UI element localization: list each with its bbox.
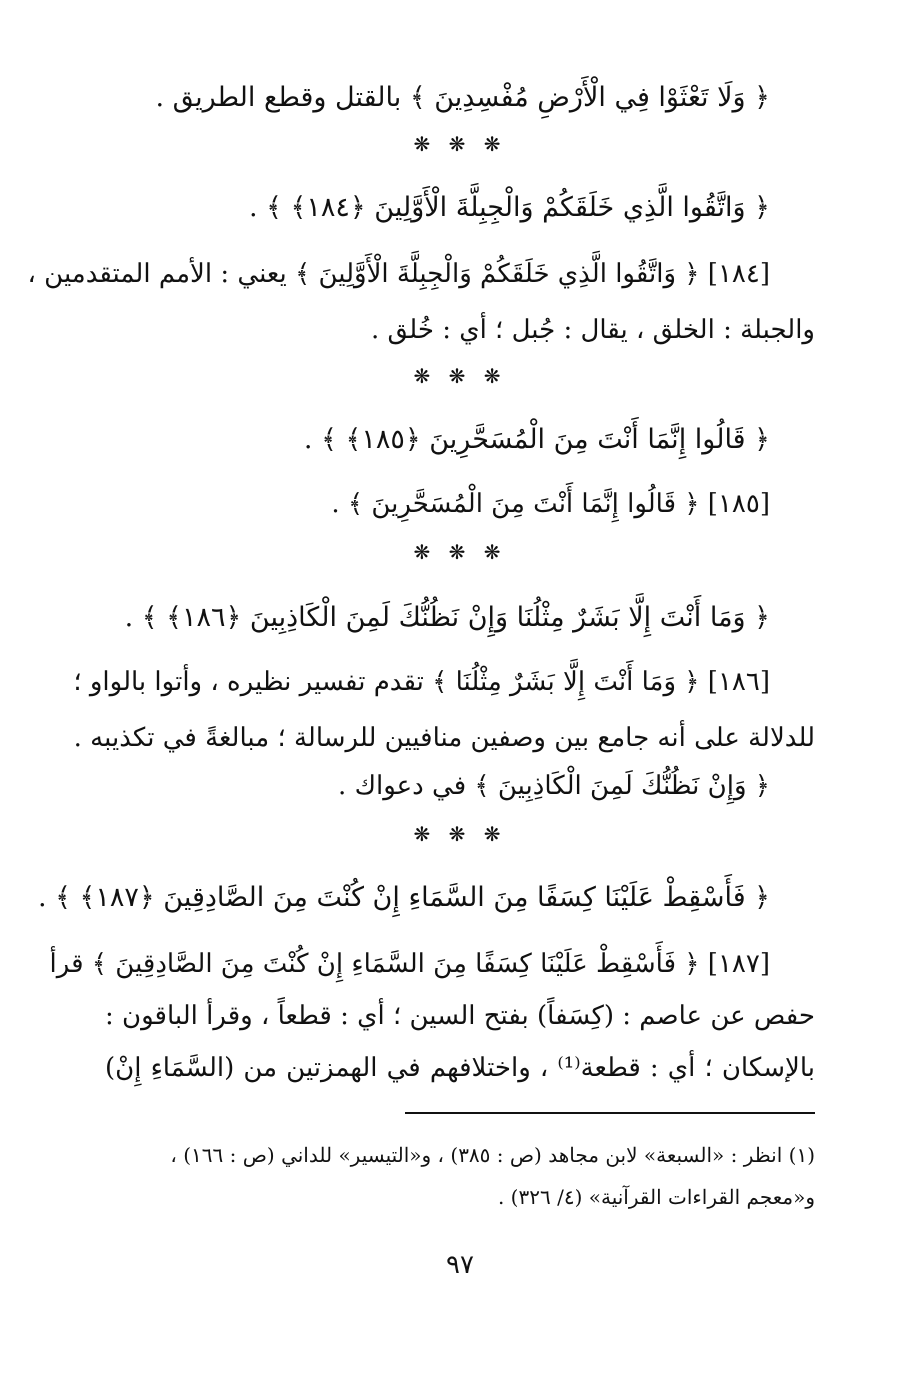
section-separator: ❋ ❋ ❋ xyxy=(413,540,507,564)
commentary-186-line-1: [١٨٦] ﴿ وَمَا أَنْتَ إِلَّا بَشَرٌ مِثْلُنَا ﴾ تقدم تفسير نظيره ، وأتوا بالواو ؛ xyxy=(73,667,770,697)
commentary-187-line-1: [١٨٧] ﴿ فَأَسْقِطْ عَلَيْنَا كِسَفًا مِنَ السَّمَاءِ إِنْ كُنْتَ مِنَ الصَّادِقِينَ ﴾ قرأ xyxy=(49,949,770,979)
verse-185: ﴿ قَالُوا إِنَّمَا أَنْتَ مِنَ الْمُسَحَّرِينَ ﴿١٨٥﴾ ﴾ . xyxy=(303,424,770,455)
verse-187: ﴿ فَأَسْقِطْ عَلَيْنَا كِسَفًا مِنَ السَّمَاءِ إِنْ كُنْتَ مِنَ الصَّادِقِينَ ﴿١٨٧﴾ ﴾ . xyxy=(37,882,770,913)
commentary-186-line-3: ﴿ وَإِنْ نَظُنُّكَ لَمِنَ الْكَاذِبِينَ ﴾ في دعواك . xyxy=(338,771,770,801)
commentary-184-line-1: [١٨٤] ﴿ وَاتَّقُوا الَّذِي خَلَقَكُمْ وَالْجِبِلَّةَ الْأَوَّلِينَ ﴾ يعني : الأمم المتقدمين ، xyxy=(27,259,770,289)
commentary-187-line-3: بالإسكان ؛ أي : قطعة⁽¹⁾ ، واختلافهم في الهمزتين من (السَّمَاءِ إِنْ) xyxy=(105,1053,815,1083)
verse-line-1: ﴿ وَلَا تَعْثَوْا فِي الْأَرْضِ مُفْسِدِينَ ﴾ بالقتل وقطع الطريق . xyxy=(155,82,770,113)
footnote-line-2: و«معجم القراءات القرآنية» (٤/ ٣٢٦) . xyxy=(497,1185,815,1209)
footnote-divider xyxy=(405,1112,815,1114)
commentary-184-line-2: والجبلة : الخلق ، يقال : جُبل ؛ أي : خُلق . xyxy=(371,315,815,345)
verse-184: ﴿ وَاتَّقُوا الَّذِي خَلَقَكُمْ وَالْجِبِلَّةَ الْأَوَّلِينَ ﴿١٨٤﴾ ﴾ . xyxy=(248,192,770,223)
footnote-line-1: (١) انظر : «السبعة» لابن مجاهد (ص : ٣٨٥) ، و«التيسير» للداني (ص : ١٦٦) ، xyxy=(170,1143,815,1167)
commentary-186-line-2: للدلالة على أنه جامع بين وصفين منافيين للرسالة ؛ مبالغةً في تكذيبه . xyxy=(73,723,815,753)
section-separator: ❋ ❋ ❋ xyxy=(413,364,507,388)
page-number: ٩٧ xyxy=(446,1250,474,1280)
section-separator: ❋ ❋ ❋ xyxy=(413,822,507,846)
verse-186: ﴿ وَمَا أَنْتَ إِلَّا بَشَرٌ مِثْلُنَا وَإِنْ نَظُنُّكَ لَمِنَ الْكَاذِبِينَ ﴿١٨٦﴾ ﴾ . xyxy=(124,602,770,633)
section-separator: ❋ ❋ ❋ xyxy=(413,132,507,156)
commentary-187-line-2: حفص عن عاصم : (كِسَفاً) بفتح السين ؛ أي : قطعاً ، وقرأ الباقون : xyxy=(105,1001,815,1031)
commentary-185: [١٨٥] ﴿ قَالُوا إِنَّمَا أَنْتَ مِنَ الْمُسَحَّرِينَ ﴾ . xyxy=(331,489,770,519)
